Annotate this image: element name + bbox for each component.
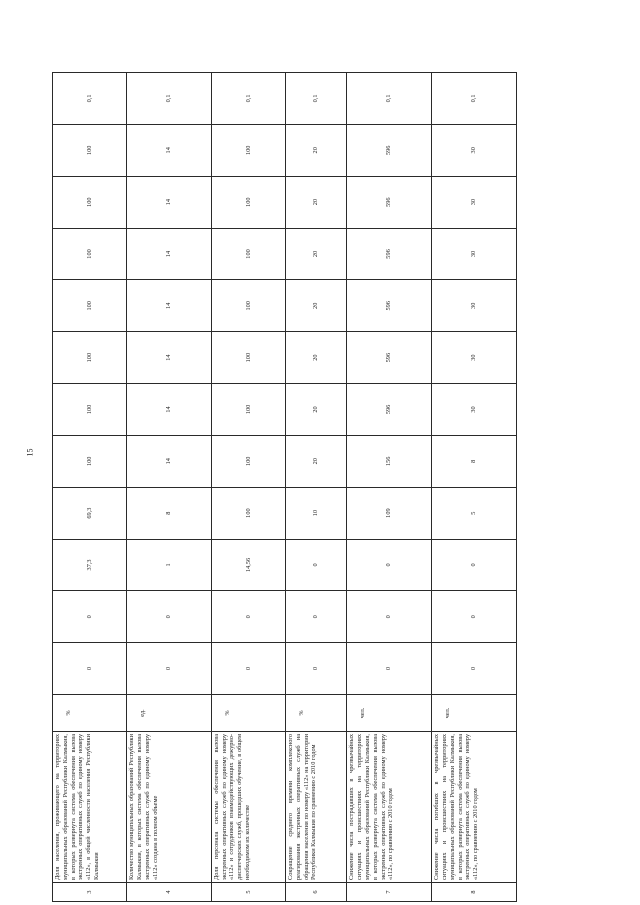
value-cell: 596 (347, 228, 432, 280)
table-row (432, 73, 517, 902)
value-cell: 100 (53, 435, 127, 487)
value-cell: 0 (211, 643, 285, 695)
indicators-table (52, 72, 517, 902)
value-cell: 0 (127, 643, 212, 695)
value-cell: 0 (286, 591, 347, 643)
value-cell: 0 (347, 591, 432, 643)
value-cell: 14 (127, 124, 212, 176)
table-row (127, 73, 212, 902)
indicator-name-cell: Доля персонала системы обеспечения вызова экстренных оперативных служб по единому номеру «112» и сотрудников взаимодействующих дежурно-диспетчерских служб, прошедших обучение, в общем необходимом их количестве (211, 732, 285, 883)
value-cell: 20 (286, 176, 347, 228)
weight-cell: 0,1 (286, 73, 347, 125)
value-cell: 1 (127, 539, 212, 591)
value-cell: 37,3 (53, 539, 127, 591)
value-cell: 0 (432, 539, 517, 591)
indicators-table-body (53, 73, 517, 902)
value-cell: 100 (211, 384, 285, 436)
value-cell: 69,3 (53, 487, 127, 539)
value-cell: 100 (211, 176, 285, 228)
value-cell: 0 (53, 643, 127, 695)
value-cell: 30 (432, 280, 517, 332)
row-number-cell: 4 (127, 883, 212, 902)
value-cell: 0 (127, 591, 212, 643)
value-cell: 0 (347, 643, 432, 695)
value-cell: 100 (211, 332, 285, 384)
value-cell: 100 (53, 176, 127, 228)
indicators-table-container (52, 72, 517, 902)
value-cell: 30 (432, 384, 517, 436)
value-cell: 5 (432, 487, 517, 539)
value-cell: 100 (211, 228, 285, 280)
value-cell: 0 (286, 539, 347, 591)
unit-cell: чел. (347, 695, 432, 732)
table-row (347, 73, 432, 902)
page-number: 15 (25, 448, 35, 457)
value-cell: 156 (347, 435, 432, 487)
value-cell: 0 (286, 643, 347, 695)
value-cell: 100 (53, 280, 127, 332)
indicator-name-cell: Количество муниципальных образований Республики Калмыкия, в которых система обеспечения вызова экстренных оперативных служб по единому номеру «112» создана в полном объеме (127, 732, 212, 883)
value-cell: 14,56 (211, 539, 285, 591)
value-cell: 20 (286, 384, 347, 436)
value-cell: 30 (432, 228, 517, 280)
value-cell: 30 (432, 124, 517, 176)
value-cell: 14 (127, 435, 212, 487)
value-cell: 100 (211, 280, 285, 332)
row-number-cell: 7 (347, 883, 432, 902)
value-cell: 20 (286, 332, 347, 384)
value-cell: 596 (347, 280, 432, 332)
value-cell: 8 (127, 487, 212, 539)
unit-cell: ед. (127, 695, 212, 732)
row-number-cell: 8 (432, 883, 517, 902)
row-number-cell: 3 (53, 883, 127, 902)
value-cell: 14 (127, 176, 212, 228)
unit-cell: % (211, 695, 285, 732)
value-cell: 100 (211, 487, 285, 539)
value-cell: 596 (347, 124, 432, 176)
weight-cell: 0,1 (53, 73, 127, 125)
value-cell: 30 (432, 332, 517, 384)
indicator-name-cell: Снижение числа погибших в чрезвычайных ситуациях и происшествиях на территориях муниципальных образований Республики Калмыкия, в которых развернута система обеспечения вызова экстренных оперативных служб по единому номеру «112», по сравнению с 2010 годом (432, 732, 517, 883)
value-cell: 596 (347, 384, 432, 436)
table-rotator (52, 72, 517, 902)
value-cell: 596 (347, 176, 432, 228)
weight-cell: 0,1 (127, 73, 212, 125)
weight-cell: 0,1 (347, 73, 432, 125)
table-row (211, 73, 285, 902)
table-row (53, 73, 127, 902)
indicator-name-cell: Сокращение среднего времени комплексного реагирования экстренных оперативных служб на обращения населения по номеру «112» на территории Республики Калмыкия по сравнению с 2010 годом (286, 732, 347, 883)
value-cell: 20 (286, 228, 347, 280)
value-cell: 8 (432, 435, 517, 487)
row-number-cell: 6 (286, 883, 347, 902)
indicator-name-cell: Снижение числа пострадавших в чрезвычайных ситуациях и происшествиях на территориях муниципальных образований Республики Калмыкия, в которых развернута система обеспечения вызова экстренных оперативных служб по единому номеру «112», по сравнению с 2010 годом (347, 732, 432, 883)
value-cell: 20 (286, 280, 347, 332)
value-cell: 100 (53, 384, 127, 436)
value-cell: 100 (211, 124, 285, 176)
value-cell: 14 (127, 280, 212, 332)
value-cell: 10 (286, 487, 347, 539)
value-cell: 100 (53, 332, 127, 384)
unit-cell: чел. (432, 695, 517, 732)
value-cell: 100 (53, 124, 127, 176)
weight-cell: 0,1 (432, 73, 517, 125)
value-cell: 109 (347, 487, 432, 539)
value-cell: 14 (127, 228, 212, 280)
value-cell: 0 (53, 591, 127, 643)
value-cell: 20 (286, 124, 347, 176)
unit-cell: % (286, 695, 347, 732)
unit-cell: % (53, 695, 127, 732)
weight-cell: 0,1 (211, 73, 285, 125)
value-cell: 0 (432, 643, 517, 695)
value-cell: 100 (53, 228, 127, 280)
indicator-name-cell: Доля населения, проживающего на территориях муниципальных образований Республики Калмыкия, в которых развернута система обеспечения вызова экстренных оперативных служб по единому номеру «112», в общей численности населения Республики Калмыкия (53, 732, 127, 883)
value-cell: 100 (211, 435, 285, 487)
value-cell: 0 (211, 591, 285, 643)
value-cell: 30 (432, 176, 517, 228)
table-row (286, 73, 347, 902)
value-cell: 0 (347, 539, 432, 591)
value-cell: 0 (432, 591, 517, 643)
value-cell: 20 (286, 435, 347, 487)
value-cell: 14 (127, 384, 212, 436)
value-cell: 596 (347, 332, 432, 384)
value-cell: 14 (127, 332, 212, 384)
row-number-cell: 5 (211, 883, 285, 902)
